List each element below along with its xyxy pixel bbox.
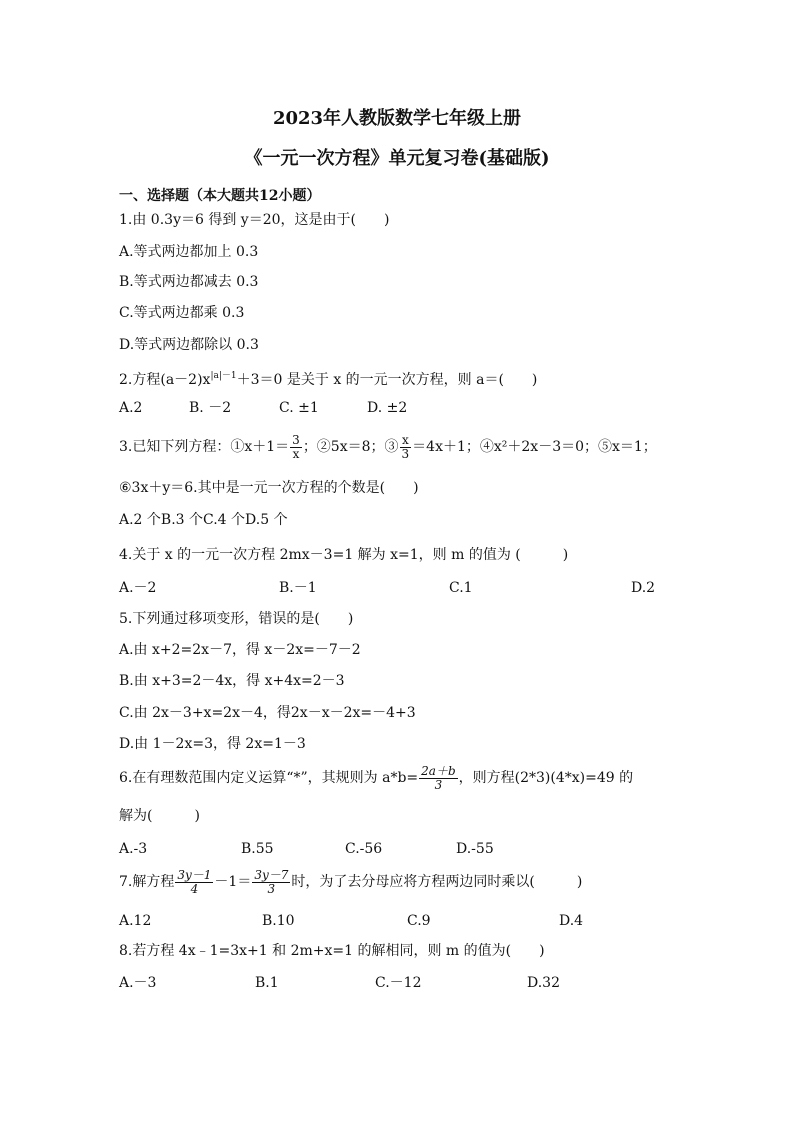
question-8-option-d: D.32 <box>527 975 560 991</box>
question-6-stem <box>119 758 633 798</box>
question-8-option-c: C.－12 <box>375 975 422 991</box>
question-6-line-2: 解为( ) <box>119 808 200 824</box>
question-6-option-a: A.-3 <box>119 841 148 857</box>
question-2-option-b: B. －2 <box>189 400 232 416</box>
question-4-option-a: A.－2 <box>119 580 157 596</box>
question-1-option-c: C.等式两边都乘 0.3 <box>119 305 245 321</box>
question-6-option-c: C.-56 <box>345 841 383 857</box>
question-3-line-2: ⑥3x＋y＝6.其中是一元一次方程的个数是( ) <box>119 480 419 496</box>
question-6-option-d: D.-55 <box>456 841 494 857</box>
question-6-part-1: 6.在有理数范围内定义运算“*”，其规则为 a*b= <box>119 770 419 786</box>
question-2-option-d: D. ±2 <box>367 400 408 416</box>
question-6-fraction <box>419 765 457 792</box>
question-3-options: A.2 个B.3 个C.4 个D.5 个 <box>119 512 288 528</box>
fraction-denominator: 3 <box>434 777 443 792</box>
question-3-part-2: ；②5x＝8；③ <box>302 439 399 455</box>
question-8-option-b: B.1 <box>255 975 279 991</box>
section-heading: 一、选择题（本大题共12小题） <box>119 188 321 204</box>
question-2-stem <box>119 366 537 390</box>
question-5-option-c: C.由 2x－3+x=2x－4，得2x－x－2x=－4+3 <box>119 705 416 721</box>
question-7-part-1: 7.解方程 <box>119 874 175 890</box>
question-7-option-d: D.4 <box>559 913 584 929</box>
question-1-option-d: D.等式两边都除以 0.3 <box>119 337 259 353</box>
fraction-denominator: 4 <box>190 881 199 896</box>
question-3-fraction-2 <box>400 434 412 461</box>
question-3-part-3: ＝4x＋1；④x²＋2x－3＝0；⑤x＝1； <box>412 439 657 455</box>
question-5-option-d: D.由 1－2x=3，得 2x=1－3 <box>119 736 306 752</box>
question-2-option-a: A.2 <box>119 400 143 416</box>
fraction-numerator: 3y－7 <box>254 867 289 882</box>
fraction-numerator: 2a＋b <box>421 763 456 778</box>
fraction-denominator: x <box>292 446 300 461</box>
question-4-option-c: C.1 <box>449 580 473 596</box>
question-4-option-b: B.－1 <box>279 580 317 596</box>
question-3-stem <box>119 428 657 466</box>
question-2-stem-start: 2.方程(a－2)x <box>119 372 211 388</box>
question-1-option-a: A.等式两边都加上 0.3 <box>119 244 259 260</box>
question-7-stem <box>119 862 582 902</box>
question-7-part-2: 时，为了去分母应将方程两边同时乘以( ) <box>291 874 583 890</box>
question-4-option-d: D.2 <box>631 580 656 596</box>
question-7-fraction-2 <box>252 869 290 896</box>
document-title: 2023年人教版数学七年级上册 <box>272 108 522 129</box>
fraction-denominator: 3 <box>401 446 410 461</box>
question-1-option-b: B.等式两边都减去 0.3 <box>119 274 259 290</box>
question-7-option-b: B.10 <box>262 913 295 929</box>
fraction-numerator: 3 <box>292 432 300 447</box>
question-3-fraction-1 <box>290 434 302 461</box>
question-5-option-a: A.由 x+2=2x－7，得 x－2x=－7－2 <box>119 642 361 658</box>
question-2-option-c: C. ±1 <box>279 400 319 416</box>
question-1-stem: 1.由 0.3y＝6 得到 y＝20，这是由于( ) <box>119 212 390 228</box>
question-8-stem: 8.若方程 4x﹣1=3x+1 和 2m+x=1 的解相同，则 m 的值为( ) <box>119 943 545 959</box>
question-3-part-1: 3.已知下列方程：①x＋1＝ <box>119 439 290 455</box>
question-6-part-2: ，则方程(2*3)(4*x)=49 的 <box>458 770 634 786</box>
fraction-numerator: 3y－1 <box>177 867 212 882</box>
question-5-stem: 5.下列通过移项变形，错误的是( ) <box>119 611 354 627</box>
fraction-numerator: x <box>400 434 412 448</box>
question-2-exponent: |a|－1 <box>210 371 237 381</box>
question-5-option-b: B.由 x+3=2－4x，得 x+4x=2－3 <box>119 673 345 689</box>
fraction-denominator: 3 <box>267 881 276 896</box>
question-2-stem-end: ＋3＝0 是关于 x 的一元一次方程，则 a＝( ) <box>236 372 538 388</box>
question-8-option-a: A.－3 <box>119 975 157 991</box>
question-7-middle: －1＝ <box>214 874 252 890</box>
question-7-fraction-1 <box>175 869 213 896</box>
question-4-stem: 4.关于 x 的一元一次方程 2mx－3=1 解为 x=1，则 m 的值为 ( ) <box>119 547 569 563</box>
document-subtitle: 《一元一次方程》单元复习卷(基础版) <box>244 148 550 169</box>
question-7-option-c: C.9 <box>407 913 431 929</box>
question-7-option-a: A.12 <box>119 913 152 929</box>
question-6-option-b: B.55 <box>241 841 274 857</box>
